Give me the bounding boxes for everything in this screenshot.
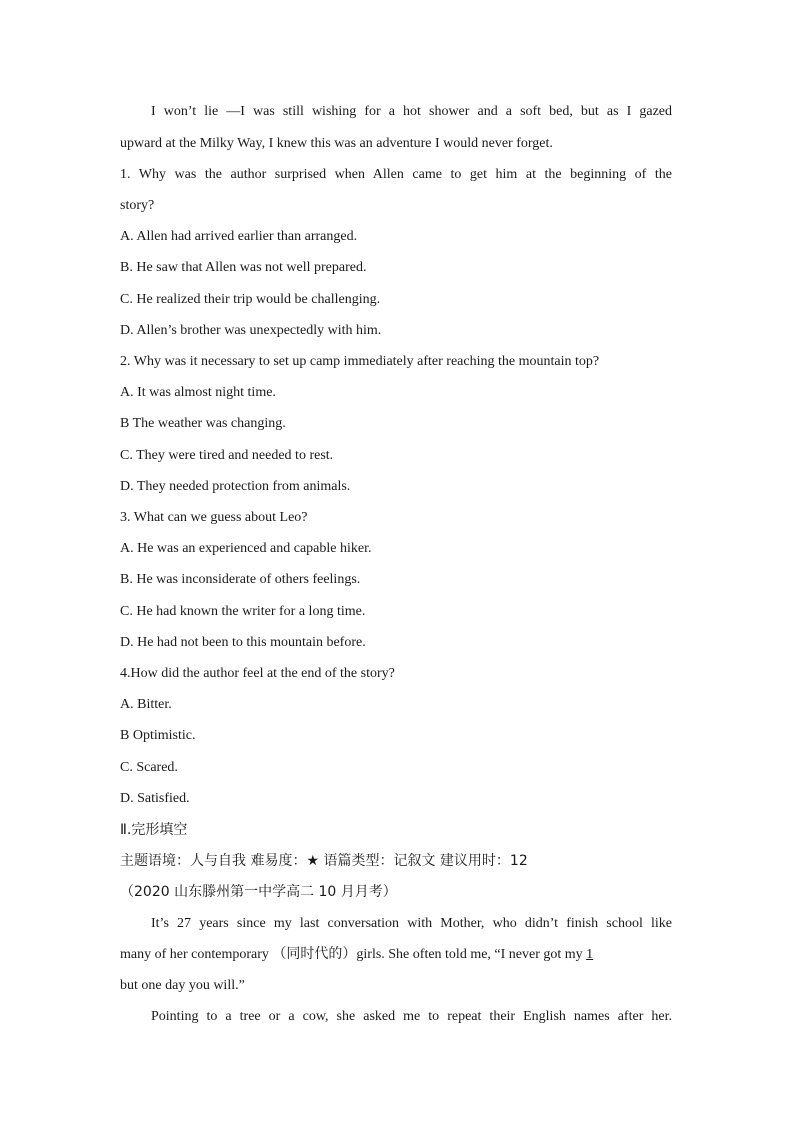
question-stem: 2. Why was it necessary to set up camp immediately after reaching the mountain top? <box>120 354 600 369</box>
answer-option: A. Allen had arrived earlier than arranged. <box>120 229 358 244</box>
answer-option: B. He was inconsiderate of others feelings. <box>120 572 361 587</box>
meta-text: 语篇类型：记叙文 建议用时：12 <box>319 853 528 869</box>
answer-option: A. He was an experienced and capable hiker. <box>120 541 372 556</box>
answer-option: D. Allen’s brother was unexpectedly with him. <box>120 323 382 338</box>
meta-text: 主题语境：人与自我 难易度： <box>120 853 307 869</box>
answer-option: B. He saw that Allen was not well prepared. <box>120 260 367 275</box>
passage-line: I won’t lie —I was still wishing for a hot shower and a soft bed, but as I gazed <box>151 104 672 119</box>
cloze-line: It’s 27 years since my last conversation with Mother, who didn’t finish school like <box>151 916 672 931</box>
answer-option: C. He realized their trip would be challenging. <box>120 292 381 307</box>
answer-option: B The weather was changing. <box>120 416 286 431</box>
question-stem: 1. Why was the author surprised when Allen came to get him at the beginning of the <box>120 167 672 182</box>
question-stem: 3. What can we guess about Leo? <box>120 510 308 525</box>
cloze-line: Pointing to a tree or a cow, she asked me to repeat their English names after her. <box>151 1009 672 1024</box>
answer-option: D. Satisfied. <box>120 791 190 806</box>
cloze-line: but one day you will.” <box>120 978 245 993</box>
answer-option: C. They were tired and needed to rest. <box>120 448 334 463</box>
passage-line: upward at the Milky Way, I knew this was an adventure I would never forget. <box>120 136 553 151</box>
section-source: （2020 山东滕州第一中学高二 10 月月考） <box>120 884 397 900</box>
answer-option: A. Bitter. <box>120 697 172 712</box>
answer-option: D. They needed protection from animals. <box>120 479 351 494</box>
answer-option: C. He had known the writer for a long time. <box>120 604 366 619</box>
question-stem: story? <box>120 198 155 213</box>
question-stem: 4.How did the author feel at the end of the story? <box>120 666 395 681</box>
section-meta <box>120 852 672 870</box>
answer-option: D. He had not been to this mountain before. <box>120 635 366 650</box>
answer-option: C. Scared. <box>120 760 178 775</box>
cloze-blank: 1 <box>586 947 594 962</box>
difficulty-star-icon: ★ <box>306 853 320 869</box>
answer-option: B Optimistic. <box>120 728 196 743</box>
section-heading: Ⅱ.完形填空 <box>120 822 188 838</box>
answer-option: A. It was almost night time. <box>120 385 276 400</box>
cloze-line <box>120 946 672 964</box>
cloze-text: many of her contemporary （同时代的）girls. She often told me, “I never got my <box>120 947 587 962</box>
